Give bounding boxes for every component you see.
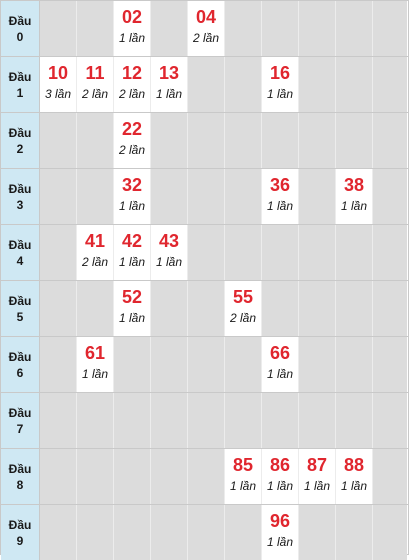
lottery-number: 16: [269, 63, 291, 83]
occurrence-count: 3 lần: [44, 87, 72, 101]
row-header-label: Đầu: [8, 69, 32, 84]
occurrence-count: 2 lần: [81, 255, 109, 269]
occurrence-count: 1 lần: [155, 87, 183, 101]
row-header: [1, 337, 40, 392]
empty-cell: [77, 505, 114, 560]
row-header-label: Đầu: [8, 405, 32, 420]
empty-cell: [262, 393, 299, 448]
empty-cell: [262, 113, 299, 168]
lottery-number: 88: [343, 455, 365, 475]
empty-cell: [151, 449, 188, 504]
empty-cell: [299, 1, 336, 56]
lottery-number: 86: [269, 455, 291, 475]
occurrence-count: 1 lần: [340, 199, 368, 213]
table-row-dau-7: [1, 392, 408, 448]
number-cell: [188, 1, 225, 56]
empty-cell: [77, 169, 114, 224]
row-header: [1, 1, 40, 56]
number-cell: [114, 113, 151, 168]
empty-cell: [336, 225, 373, 280]
empty-cell: [188, 169, 225, 224]
empty-cell: [77, 449, 114, 504]
empty-cell: [373, 1, 407, 56]
number-cell: [262, 169, 299, 224]
empty-cell: [225, 1, 262, 56]
empty-cell: [299, 113, 336, 168]
row-header-label: Đầu: [8, 293, 32, 308]
empty-cell: [188, 225, 225, 280]
occurrence-count: 2 lần: [81, 87, 109, 101]
row-header-digit: 4: [16, 253, 24, 268]
empty-cell: [40, 169, 77, 224]
empty-cell: [373, 281, 407, 336]
empty-cell: [373, 337, 407, 392]
table-row-dau-6: [1, 336, 408, 392]
lottery-number: 38: [343, 175, 365, 195]
empty-cell: [336, 113, 373, 168]
row-header: [1, 169, 40, 224]
occurrence-count: 1 lần: [266, 535, 294, 549]
empty-cell: [188, 113, 225, 168]
row-header-label: Đầu: [8, 517, 32, 532]
lottery-number: 11: [85, 63, 105, 83]
lottery-number: 22: [121, 119, 143, 139]
empty-cell: [151, 337, 188, 392]
empty-cell: [114, 393, 151, 448]
occurrence-count: 1 lần: [340, 479, 368, 493]
lottery-number: 10: [47, 63, 69, 83]
empty-cell: [299, 393, 336, 448]
number-cell: [114, 57, 151, 112]
table-row-dau-4: [1, 224, 408, 280]
row-header: [1, 449, 40, 504]
empty-cell: [40, 393, 77, 448]
number-cell: [114, 169, 151, 224]
empty-cell: [262, 1, 299, 56]
empty-cell: [373, 169, 407, 224]
empty-cell: [77, 393, 114, 448]
empty-cell: [77, 1, 114, 56]
row-header: [1, 225, 40, 280]
occurrence-count: 1 lần: [229, 479, 257, 493]
row-header-digit: 6: [16, 365, 24, 380]
lottery-number: 52: [121, 287, 143, 307]
lottery-number: 13: [158, 63, 180, 83]
lottery-number: 12: [121, 63, 143, 83]
number-cell: [114, 225, 151, 280]
row-header-label: Đầu: [8, 349, 32, 364]
occurrence-count: 1 lần: [118, 311, 146, 325]
number-cell: [77, 57, 114, 112]
empty-cell: [299, 225, 336, 280]
number-cell: [225, 281, 262, 336]
row-header: [1, 113, 40, 168]
lottery-number: 41: [84, 231, 106, 251]
empty-cell: [151, 393, 188, 448]
table-row-dau-2: [1, 112, 408, 168]
empty-cell: [336, 57, 373, 112]
empty-cell: [373, 449, 407, 504]
empty-cell: [151, 1, 188, 56]
number-cell: [151, 225, 188, 280]
occurrence-count: 2 lần: [118, 87, 146, 101]
empty-cell: [225, 113, 262, 168]
number-cell: [77, 337, 114, 392]
row-header: [1, 57, 40, 112]
empty-cell: [151, 505, 188, 560]
number-cell: [262, 57, 299, 112]
empty-cell: [336, 1, 373, 56]
empty-cell: [151, 169, 188, 224]
lottery-number: 32: [121, 175, 143, 195]
lottery-number: 96: [269, 511, 291, 531]
number-cell: [40, 57, 77, 112]
occurrence-count: 2 lần: [118, 143, 146, 157]
number-cell: [299, 449, 336, 504]
empty-cell: [114, 337, 151, 392]
empty-cell: [40, 281, 77, 336]
table-row-dau-8: [1, 448, 408, 504]
table-row-dau-5: [1, 280, 408, 336]
number-cell: [77, 225, 114, 280]
empty-cell: [262, 281, 299, 336]
occurrence-count: 1 lần: [81, 367, 109, 381]
empty-cell: [373, 393, 407, 448]
lottery-number: 43: [158, 231, 180, 251]
lottery-number: 61: [84, 343, 106, 363]
empty-cell: [225, 225, 262, 280]
table-row-dau-1: [1, 56, 408, 112]
empty-cell: [40, 505, 77, 560]
empty-cell: [151, 281, 188, 336]
empty-cell: [373, 113, 407, 168]
row-header-label: Đầu: [8, 237, 32, 252]
empty-cell: [40, 449, 77, 504]
occurrence-count: 1 lần: [118, 31, 146, 45]
empty-cell: [40, 225, 77, 280]
row-header-digit: 7: [16, 421, 24, 436]
lottery-number: 02: [121, 7, 143, 27]
occurrence-count: 1 lần: [155, 255, 183, 269]
empty-cell: [336, 281, 373, 336]
row-header: [1, 505, 40, 560]
row-header-label: Đầu: [8, 181, 32, 196]
empty-cell: [77, 113, 114, 168]
number-cell: [262, 505, 299, 560]
empty-cell: [225, 337, 262, 392]
lottery-number: 66: [269, 343, 291, 363]
empty-cell: [373, 225, 407, 280]
row-header-digit: 1: [16, 85, 24, 100]
empty-cell: [188, 449, 225, 504]
lottery-number: 55: [232, 287, 254, 307]
row-header-digit: 9: [16, 533, 24, 548]
empty-cell: [114, 449, 151, 504]
row-header: [1, 281, 40, 336]
lottery-number: 04: [195, 7, 217, 27]
occurrence-count: 1 lần: [266, 367, 294, 381]
empty-cell: [336, 505, 373, 560]
empty-cell: [225, 393, 262, 448]
empty-cell: [225, 57, 262, 112]
row-header-label: Đầu: [8, 125, 32, 140]
empty-cell: [225, 505, 262, 560]
empty-cell: [336, 337, 373, 392]
occurrence-count: 1 lần: [303, 479, 331, 493]
empty-cell: [40, 1, 77, 56]
row-header-digit: 8: [16, 477, 24, 492]
number-cell: [225, 449, 262, 504]
empty-cell: [299, 57, 336, 112]
table-row-dau-0: [1, 1, 408, 56]
empty-cell: [188, 337, 225, 392]
number-cell: [151, 57, 188, 112]
row-header-label: Đầu: [8, 461, 32, 476]
row-header-label: Đầu: [8, 13, 32, 28]
empty-cell: [299, 169, 336, 224]
empty-cell: [225, 169, 262, 224]
table-row-dau-3: [1, 168, 408, 224]
row-header: [1, 393, 40, 448]
row-header-digit: 5: [16, 309, 24, 324]
number-cell: [114, 281, 151, 336]
empty-cell: [151, 113, 188, 168]
empty-cell: [299, 337, 336, 392]
empty-cell: [188, 505, 225, 560]
lottery-number: 87: [306, 455, 328, 475]
empty-cell: [262, 225, 299, 280]
lottery-number: 85: [232, 455, 254, 475]
row-header-digit: 3: [16, 197, 24, 212]
occurrence-count: 1 lần: [266, 479, 294, 493]
empty-cell: [188, 281, 225, 336]
number-cell: [336, 169, 373, 224]
occurrence-count: 1 lần: [118, 255, 146, 269]
number-cell: [114, 1, 151, 56]
empty-cell: [40, 113, 77, 168]
number-cell: [262, 337, 299, 392]
row-header-digit: 2: [16, 141, 24, 156]
number-cell: [336, 449, 373, 504]
occurrence-count: 2 lần: [229, 311, 257, 325]
empty-cell: [188, 393, 225, 448]
empty-cell: [188, 57, 225, 112]
occurrence-count: 1 lần: [266, 199, 294, 213]
empty-cell: [373, 57, 407, 112]
empty-cell: [114, 505, 151, 560]
occurrence-count: 2 lần: [192, 31, 220, 45]
empty-cell: [373, 505, 407, 560]
row-header-digit: 0: [16, 29, 24, 44]
lottery-number: 36: [269, 175, 291, 195]
occurrence-count: 1 lần: [118, 199, 146, 213]
empty-cell: [40, 337, 77, 392]
table-row-dau-9: [1, 504, 408, 560]
occurrence-count: 1 lần: [266, 87, 294, 101]
lottery-number: 42: [121, 231, 143, 251]
empty-cell: [299, 505, 336, 560]
empty-cell: [299, 281, 336, 336]
empty-cell: [77, 281, 114, 336]
empty-cell: [336, 393, 373, 448]
number-cell: [262, 449, 299, 504]
